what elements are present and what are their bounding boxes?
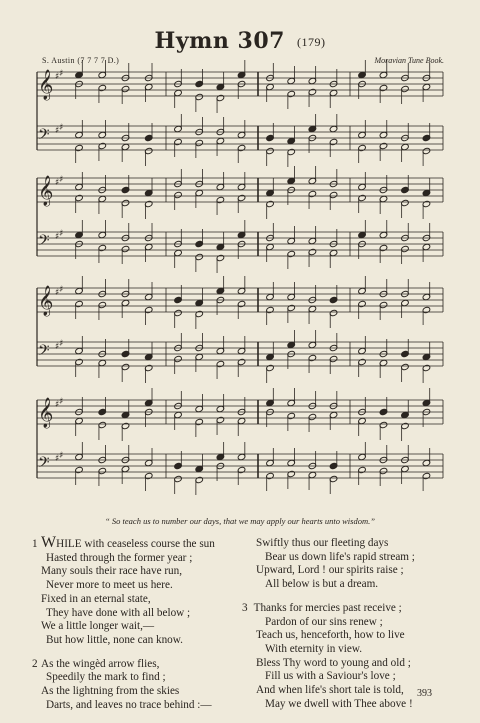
verse-number: 2	[32, 657, 38, 670]
hymn-alt-number: (179)	[296, 35, 326, 49]
treble-clef-icon: 𝄞	[38, 70, 54, 100]
key-signature-sharp-icon: ♯	[59, 285, 64, 295]
bass-clef-icon: 𝄢	[38, 126, 50, 147]
verse-line: Hasted through the former year ;	[46, 551, 193, 564]
tune-source: Moravian Tune Book.	[374, 56, 444, 65]
key-signature-sharp-icon: ♯	[59, 229, 64, 239]
key-signature-sharp-icon: ♯	[59, 69, 64, 79]
verse-line: As the lightning from the skies	[41, 685, 180, 698]
motto: “ So teach us to number our days, that we may apply our hearts unto wisdom.”	[105, 516, 375, 526]
verse-line-text: HILE with ceaseless course the sun	[56, 538, 215, 550]
verse-line: Pardon of our sins renew ;	[265, 615, 383, 628]
verse-line: Upward, Lord ! our spirits raise ;	[256, 564, 404, 577]
key-signature-sharp-icon: ♯	[59, 397, 64, 407]
verse-line: Fixed in an eternal state,	[41, 592, 151, 605]
verse-line	[32, 534, 247, 552]
key-signature-sharp-icon: ♯	[59, 451, 64, 461]
verse-line: Speedily the mark to find ;	[46, 671, 166, 684]
key-signature-sharp-icon: ♯	[55, 232, 60, 242]
verse-line: And when life's short tale is told,	[256, 684, 404, 697]
verse-line: We a little longer wait,—	[41, 620, 155, 633]
key-signature-sharp-icon: ♯	[55, 454, 60, 464]
verses-right-column	[242, 537, 457, 711]
verse-line: Swiftly thus our fleeting days	[256, 537, 389, 549]
verse-line	[242, 602, 457, 616]
treble-clef-icon: 𝄞	[38, 286, 54, 316]
verse-line: All below is but a dream.	[265, 578, 379, 591]
verse-number: 3	[242, 601, 248, 614]
verse-line: Fill us with a Saviour's love ;	[265, 670, 396, 683]
verse-number: 1	[32, 538, 38, 550]
treble-clef-icon: 𝄞	[38, 176, 54, 206]
treble-clef-icon: 𝄞	[38, 398, 54, 428]
verse-line: May we dwell with Thee above !	[265, 697, 413, 710]
key-signature-sharp-icon: ♯	[59, 175, 64, 185]
verse-line: Teach us, henceforth, how to live	[256, 629, 405, 642]
verse-line: Never more to meet us here.	[46, 579, 173, 592]
key-signature-sharp-icon: ♯	[55, 126, 60, 136]
verse-line	[32, 658, 247, 672]
bass-clef-icon: 𝄢	[38, 454, 50, 475]
drop-cap: W	[41, 534, 57, 551]
verse-line: Bear us down life's rapid stream ;	[265, 550, 415, 563]
key-signature-sharp-icon: ♯	[55, 400, 60, 410]
verse-line: Bless Thy word to young and old ;	[256, 656, 411, 669]
verse-line-text: As the wingèd arrow flies,	[41, 657, 160, 670]
key-signature-sharp-icon: ♯	[55, 178, 60, 188]
page-number: 393	[417, 688, 432, 699]
tune-name: S. Austin (7 7 7 7 D.)	[42, 56, 120, 65]
key-signature-sharp-icon: ♯	[55, 288, 60, 298]
verse-line: Many souls their race have run,	[41, 565, 183, 578]
bass-clef-icon: 𝄢	[38, 232, 50, 253]
verse-line: Darts, and leaves no trace behind :—	[46, 698, 212, 711]
verse-line-text: Thanks for mercies past receive ;	[253, 601, 402, 614]
verse-line: But how little, none can know.	[46, 633, 183, 646]
verse-line: They have done with all below ;	[46, 606, 191, 619]
verses-left-column	[32, 534, 247, 712]
verse-line: With eternity in view.	[265, 642, 362, 655]
key-signature-sharp-icon: ♯	[59, 339, 64, 349]
hymn-title-text: Hymn 307	[154, 28, 285, 54]
key-signature-sharp-icon: ♯	[55, 72, 60, 82]
key-signature-sharp-icon: ♯	[55, 342, 60, 352]
bass-clef-icon: 𝄢	[38, 342, 50, 363]
key-signature-sharp-icon: ♯	[59, 123, 64, 133]
